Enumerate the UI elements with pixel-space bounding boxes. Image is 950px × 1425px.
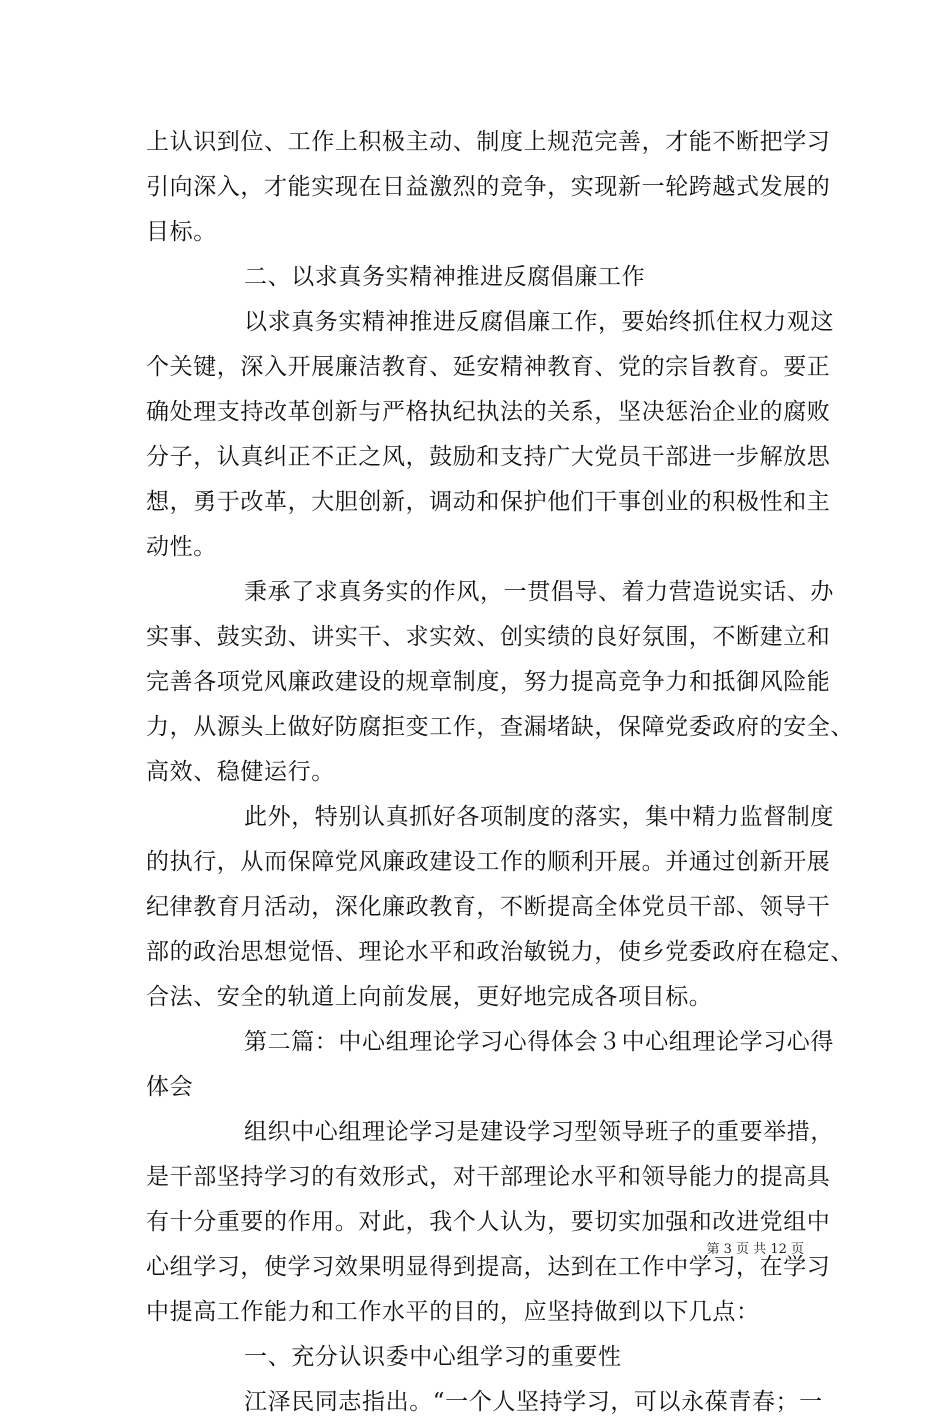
text-line: 实事、鼓实劲、讲实干、求实效、创实绩的良好氛围，不断建立和 <box>146 624 831 650</box>
text-line: 江泽民同志指出。“一个人坚持学习，可以永葆青春；一 <box>244 1389 823 1415</box>
text-line: 想，勇于改革，大胆创新，调动和保护他们干事创业的积极性和主 <box>146 489 831 515</box>
text-line: 体会 <box>146 1074 194 1100</box>
text-line: 合法、安全的轨道上向前发展，更好地完成各项目标。 <box>146 984 713 1010</box>
text-line: 第二篇：中心组理论学习心得体会３中心组理论学习心得 <box>244 1029 834 1055</box>
page-number-footer: 第 3 页 共 12 页 <box>706 1242 804 1257</box>
document-body <box>146 120 854 1425</box>
text-line: 的执行，从而保障党风廉政建设工作的顺利开展。并通过创新开展 <box>146 849 831 875</box>
text-line: 分子，认真纠正不正之风，鼓励和支持广大党员干部进一步解放思 <box>146 444 831 470</box>
text-line: 动性。 <box>146 534 217 560</box>
text-line: 目标。 <box>146 219 217 245</box>
text-line: 纪律教育月活动，深化廉政教育，不断提高全体党员干部、领导干 <box>146 894 831 920</box>
text-line: 是干部坚持学习的有效形式，对干部理论水平和领导能力的提高具 <box>146 1164 831 1190</box>
text-line: 有十分重要的作用。对此，我个人认为，要切实加强和改进党组中 <box>146 1209 831 1235</box>
text-line: 心组学习，使学习效果明显得到提高，达到在工作中学习，在学习 <box>146 1254 831 1280</box>
text-line: 高效、稳健运行。 <box>146 759 335 785</box>
text-line: 上认识到位、工作上积极主动、制度上规范完善，才能不断把学习 <box>146 129 831 155</box>
text-line: 二、以求真务实精神推进反腐倡廉工作 <box>244 264 646 290</box>
text-line: 此外，特别认真抓好各项制度的落实，集中精力监督制度 <box>244 804 834 830</box>
text-line: 确处理支持改革创新与严格执纪执法的关系，坚决惩治企业的腐败 <box>146 399 831 425</box>
text-line: 组织中心组理论学习是建设学习型领导班子的重要举措， <box>244 1119 834 1145</box>
text-line: 中提高工作能力和工作水平的目的，应坚持做到以下几点： <box>146 1299 760 1325</box>
text-line: 个关键，深入开展廉洁教育、延安精神教育、党的宗旨教育。要正 <box>146 354 831 380</box>
text-line: 力，从源头上做好防腐拒变工作，查漏堵缺，保障党委政府的安全、 <box>146 714 854 740</box>
text-line: 以求真务实精神推进反腐倡廉工作，要始终抓住权力观这 <box>244 309 834 335</box>
text-line: 引向深入，才能实现在日益激烈的竞争，实现新一轮跨越式发展的 <box>146 174 831 200</box>
text-line: 部的政治思想觉悟、理论水平和政治敏锐力，使乡党委政府在稳定、 <box>146 939 854 965</box>
text-line: 一、充分认识委中心组学习的重要性 <box>244 1344 622 1370</box>
text-line: 秉承了求真务实的作风，一贯倡导、着力营造说实话、办 <box>244 579 834 605</box>
text-line: 完善各项党风廉政建设的规章制度，努力提高竞争力和抵御风险能 <box>146 669 831 695</box>
